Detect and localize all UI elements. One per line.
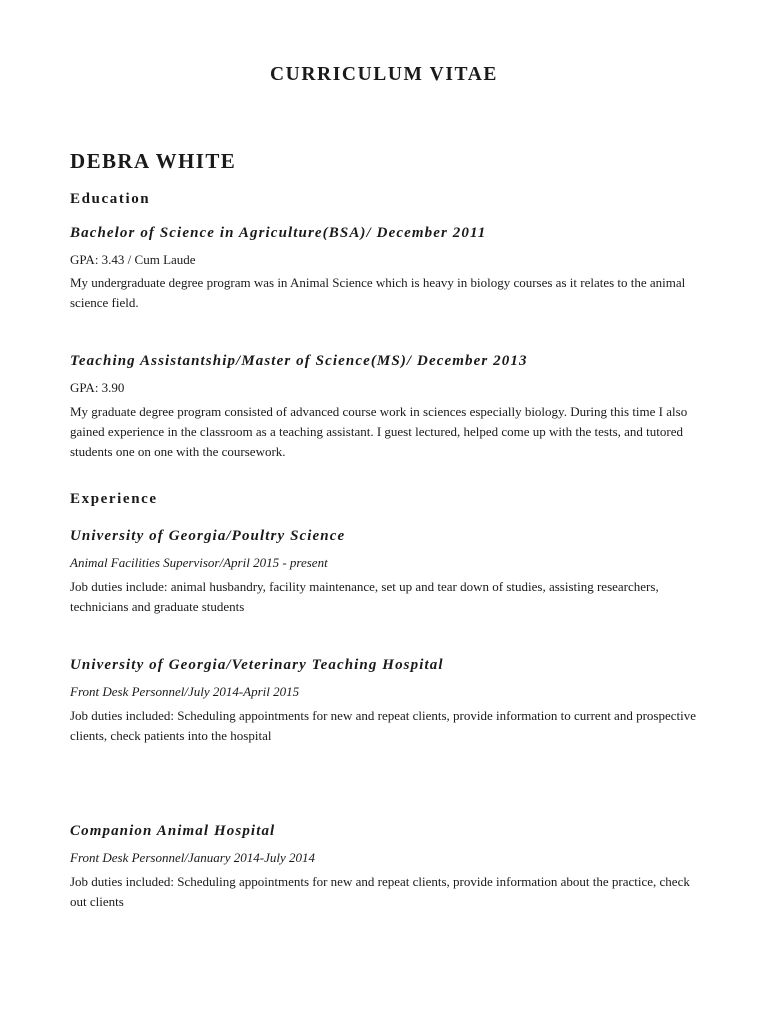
candidate-name: DEBRA WHITE bbox=[70, 149, 237, 173]
employer-title: University of Georgia/Veterinary Teaching Hospital bbox=[70, 657, 444, 673]
degree-title: Bachelor of Science in Agriculture(BSA)/ December 2011 bbox=[70, 225, 487, 241]
gpa-text: GPA: 3.43 / Cum Laude bbox=[70, 252, 196, 267]
degree-description: My undergraduate degree program was in Animal Science which is heavy in biology courses as it relates to the animal science field. bbox=[70, 275, 686, 310]
employer-title: University of Georgia/Poultry Science bbox=[70, 528, 346, 544]
employer-title: Companion Animal Hospital bbox=[70, 823, 276, 839]
gpa-text: GPA: 3.90 bbox=[70, 380, 125, 395]
job-description: Job duties included: Scheduling appointments for new and repeat clients, provide information about the practice, check out clients bbox=[70, 874, 690, 909]
degree-description: My graduate degree program consisted of advanced course work in sciences especially biology. During this time I also gained experience in the classroom as a teaching assistant. I guest lectured, helped come up with the tests, and tutored students one on one with the coursework. bbox=[70, 404, 688, 459]
job-role: Front Desk Personnel/January 2014-July 2014 bbox=[70, 850, 316, 865]
document-title: CURRICULUM VITAE bbox=[269, 64, 499, 85]
job-role: Animal Facilities Supervisor/April 2015 - present bbox=[70, 555, 328, 570]
experience-heading: Experience bbox=[70, 491, 158, 507]
job-description: Job duties include: animal husbandry, facility maintenance, set up and tear down of studies, assisting researchers, technicians and graduate students bbox=[70, 579, 659, 614]
education-heading: Education bbox=[70, 191, 151, 207]
degree-title: Teaching Assistantship/Master of Science(MS)/ December 2013 bbox=[70, 353, 528, 369]
job-role: Front Desk Personnel/July 2014-April 2015 bbox=[70, 684, 300, 699]
job-description: Job duties included: Scheduling appointments for new and repeat clients, provide information to current and prospective clients, check patients into the hospital bbox=[70, 708, 696, 743]
